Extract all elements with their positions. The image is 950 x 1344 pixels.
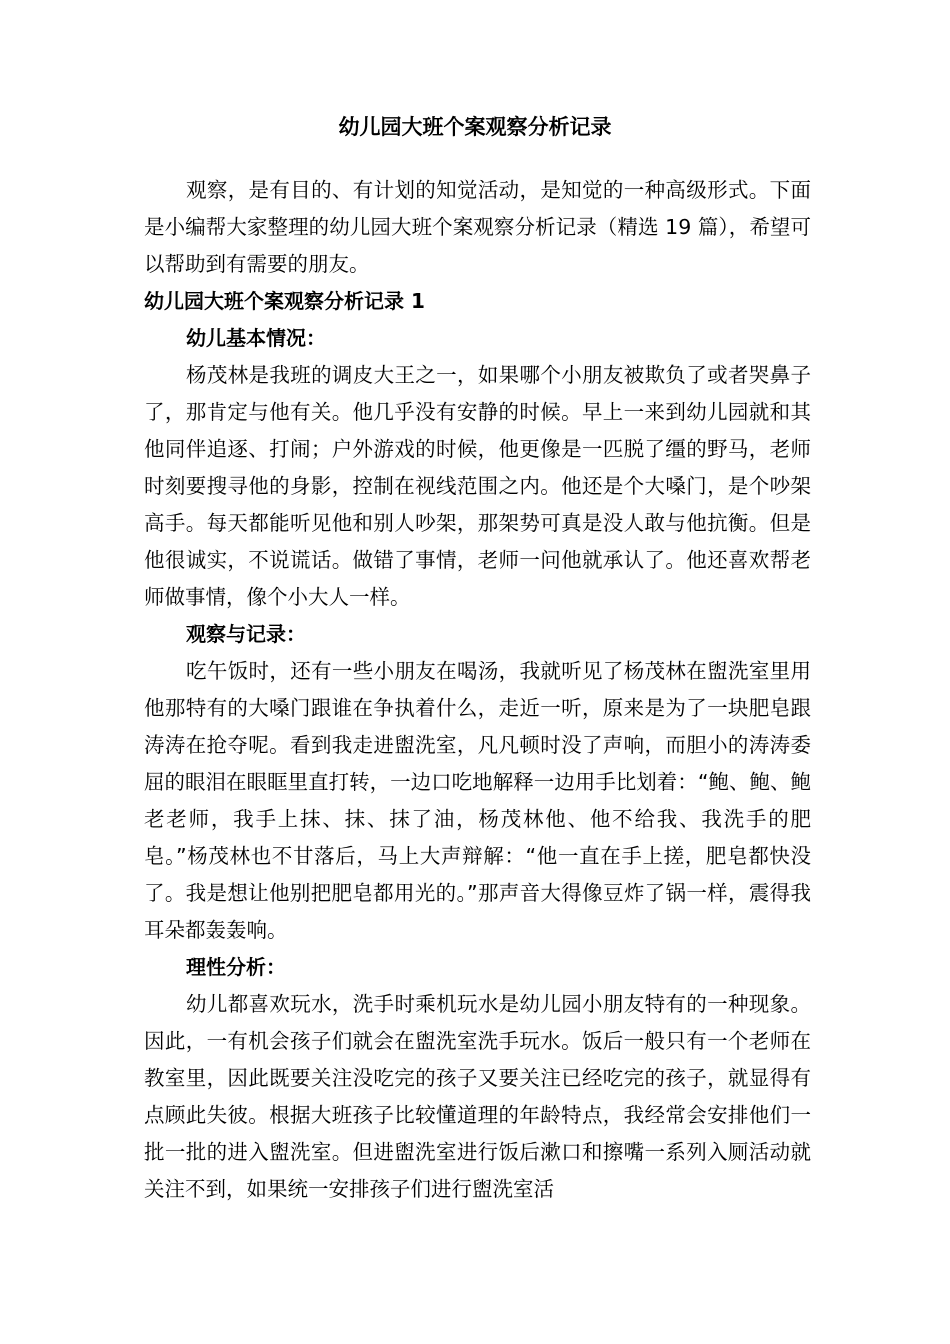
- observation-paragraph: 吃午饭时，还有一些小朋友在喝汤，我就听见了杨茂林在盥洗室里用他那特有的大嗓门跟谁在争执着什么，走近一听，原来是为了一块肥皂跟涛涛在抢夺呢。看到我走进盥洗室，凡凡顿时没了声响，而胆小的涛涛委屈的眼泪在眼眶里直打转，一边口吃地解释一边用手比划着：“鲍、鲍、鲍老老师，我手上抹、抹、抹了油，杨茂林他、他不给我、我洗手的肥皂。”杨茂林也不甘落后，马上大声辩解：“他一直在手上搓，肥皂都快没了。我是想让他别把肥皂都用光的。”那声音大得像豆炸了锅一样，震得我耳朵都轰轰响。: [144, 659, 811, 942]
- document-body: [144, 172, 811, 1208]
- observation-heading: 观察与记录：: [186, 622, 306, 646]
- document-title: 幼儿园大班个案观察分析记录: [338, 115, 612, 139]
- section-heading: 幼儿园大班个案观察分析记录 1: [144, 289, 425, 313]
- analysis-paragraph: 幼儿都喜欢玩水，洗手时乘机玩水是幼儿园小朋友特有的一种现象。因此，一有机会孩子们就会在盥洗室洗手玩水。饭后一般只有一个老师在教室里，因此既要关注没吃完的孩子又要关注已经吃完的孩子，就显得有点顾此失彼。根据大班孩子比较懂道理的年龄特点，我经常会安排他们一批一批的进入盥洗室。但进盥洗室进行饭后漱口和擦嘴一系列入厕活动就关注不到，如果统一安排孩子们进行盥洗室活: [144, 992, 811, 1201]
- basic-info-heading: 幼儿基本情况：: [186, 326, 326, 350]
- intro-paragraph: 观察，是有目的、有计划的知觉活动，是知觉的一种高级形式。下面是小编帮大家整理的幼儿园大班个案观察分析记录（精选 19 篇），希望可以帮助到有需要的朋友。: [144, 178, 811, 276]
- basic-info-paragraph: 杨茂林是我班的调皮大王之一，如果哪个小朋友被欺负了或者哭鼻子了，那肯定与他有关。他几乎没有安静的时候。早上一来到幼儿园就和其他同伴追逐、打闹；户外游戏的时候，他更像是一匹脱了缰的野马，老师时刻要搜寻他的身影，控制在视线范围之内。他还是个大嗓门，是个吵架高手。每天都能听见他和别人吵架，那架势可真是没人敢与他抗衡。但是他很诚实，不说谎话。做错了事情，老师一问他就承认了。他还喜欢帮老师做事情，像个小大人一样。: [144, 363, 811, 609]
- analysis-heading: 理性分析：: [186, 955, 286, 979]
